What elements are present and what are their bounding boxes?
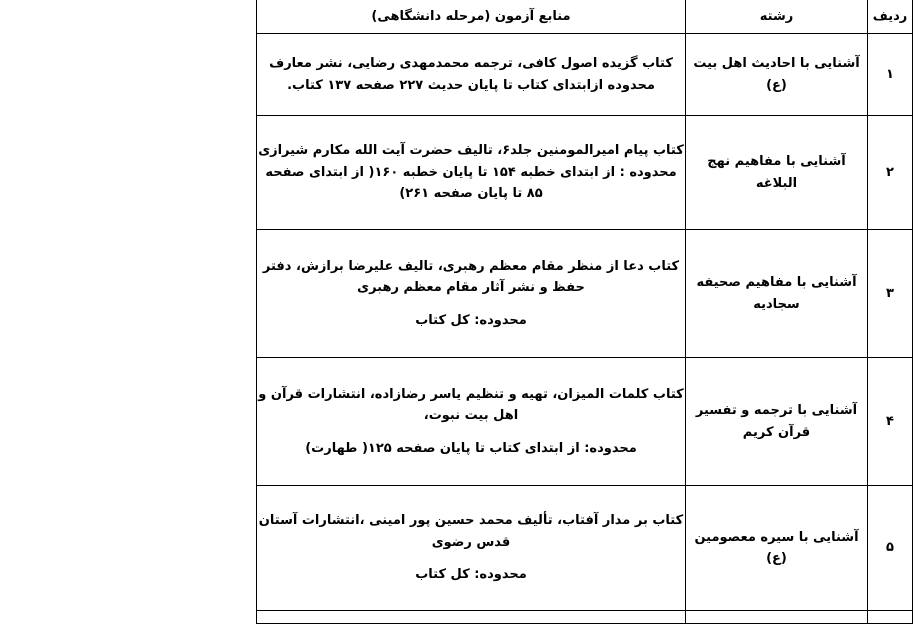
source-paragraph: کتاب گزیده اصول کافی، ترجمه محمدمهدی رضایی، نشر معارف محدوده ازابتدای کتاب تا پایان حدیث ۲۲۷ صفحه ۱۳۷ کتاب. xyxy=(269,56,673,93)
source-scope: محدوده: از ابتدای کتاب تا پایان صفحه ۱۲۵( طهارت) xyxy=(305,440,637,456)
source-scope: محدوده: کل کتاب xyxy=(415,567,527,583)
source-scope: محدوده: کل کتاب xyxy=(415,312,527,328)
row-number: ۵ xyxy=(868,486,913,611)
header-sources: منابع آزمون (مرحله دانشگاهی) xyxy=(257,0,686,34)
row-number: ۳ xyxy=(868,230,913,358)
source-text xyxy=(257,116,686,230)
exam-sources-table xyxy=(256,0,913,624)
table-row xyxy=(257,358,913,486)
table-row-partial xyxy=(257,611,913,624)
empty-cell xyxy=(257,611,686,624)
empty-cell xyxy=(868,611,913,624)
row-number: ۲ xyxy=(868,116,913,230)
table-row xyxy=(257,486,913,611)
header-field: رشته xyxy=(686,0,868,34)
row-number: ۱ xyxy=(868,34,913,116)
field-name: آشنایی با مفاهیم نهج البلاغه xyxy=(686,116,868,230)
source-text xyxy=(257,358,686,486)
header-row xyxy=(257,0,913,34)
field-name: آشنایی با ترجمه و تفسیر قرآن کریم xyxy=(686,358,868,486)
table-row xyxy=(257,34,913,116)
source-text xyxy=(257,486,686,611)
row-number: ۴ xyxy=(868,358,913,486)
source-text xyxy=(257,34,686,116)
header-row-number: ردیف xyxy=(868,0,913,34)
source-paragraph: کتاب بر مدار آفتاب، تألیف محمد حسین پور امینی ،انتشارات آستان قدس رضوی xyxy=(258,513,684,550)
source-text xyxy=(257,230,686,358)
table-row xyxy=(257,116,913,230)
table-row xyxy=(257,230,913,358)
source-paragraph: کتاب دعا از منظر مقام معظم رهبری، تالیف علیرضا برازش، دفتر حفظ و نشر آثار مقام معظم رهبری xyxy=(262,258,680,296)
source-paragraph: کتاب کلمات المیزان، تهیه و تنظیم یاسر رضازاده، انتشارات قرآن و اهل بیت نبوت، xyxy=(258,386,684,424)
field-name: آشنایی با مفاهیم صحیفه سجادیه xyxy=(686,230,868,358)
field-name: آشنایی با احادیث اهل بیت (ع) xyxy=(686,34,868,116)
empty-cell xyxy=(686,611,868,624)
source-paragraph: کتاب پیام امیرالمومنین جلد۶، تالیف حضرت آیت الله مکارم شیرازی محدوده : از ابتدای خطبه ۱۵۴ تا پایان خطبه ۱۶۰( از ابتدای صفحه ۸۵ تا پایان صفحه ۲۶۱) xyxy=(258,143,684,202)
field-name: آشنایی با سیره معصومین (ع) xyxy=(686,486,868,611)
